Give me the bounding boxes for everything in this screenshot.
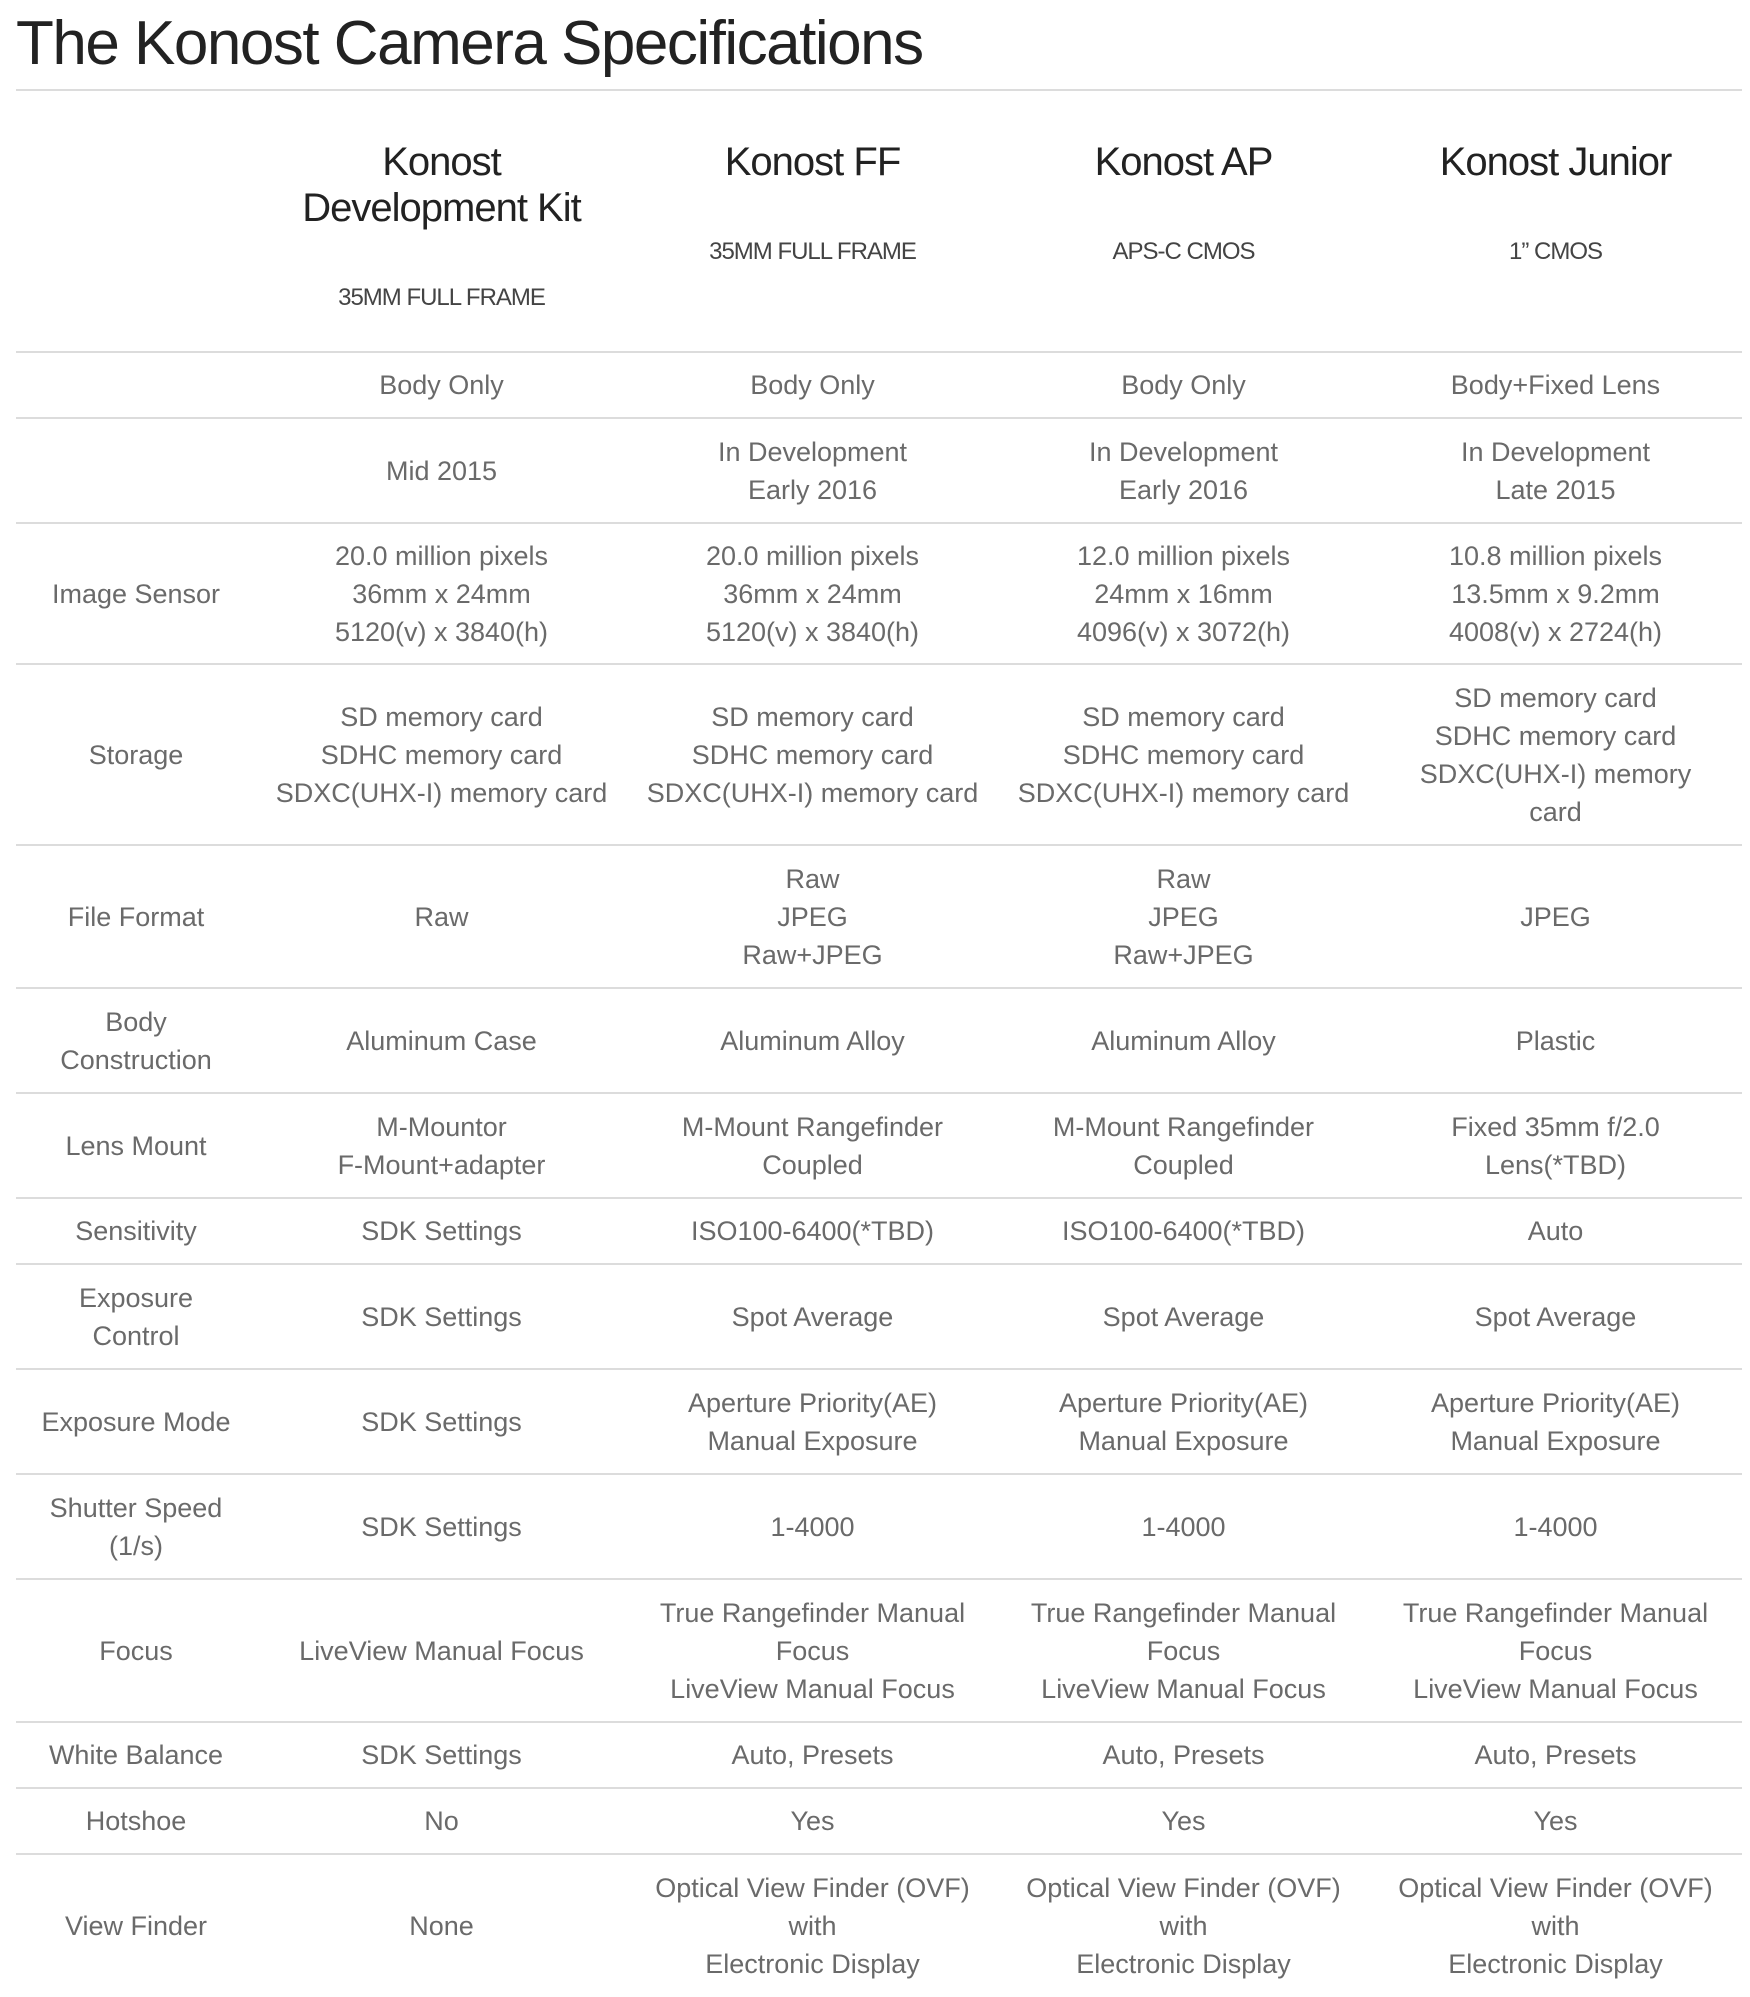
spec-value: SD memory card SDHC memory card SDXC(UHX-I) memory card bbox=[627, 664, 998, 845]
spec-label: Hotshoe bbox=[16, 1788, 256, 1854]
spec-value: In Development Late 2015 bbox=[1369, 418, 1742, 523]
spec-value: ISO100-6400(*TBD) bbox=[998, 1198, 1369, 1264]
spec-label: Exposure Mode bbox=[16, 1369, 256, 1474]
spec-value: Plastic bbox=[1369, 988, 1742, 1093]
spec-value: Optical View Finder (OVF) with Electronic Display bbox=[655, 1873, 970, 1979]
spec-row-file-format bbox=[16, 845, 1742, 988]
spec-value: Raw bbox=[256, 845, 627, 988]
spec-row-hotshoe bbox=[16, 1788, 1742, 1854]
spec-value: Raw JPEG Raw+JPEG bbox=[998, 845, 1369, 988]
spec-value: SDK Settings bbox=[256, 1198, 627, 1264]
spec-label bbox=[16, 352, 256, 418]
spec-value: True Rangefinder Manual Focus LiveView Manual Focus bbox=[998, 1579, 1369, 1722]
spec-value: Spot Average bbox=[1369, 1264, 1742, 1369]
spec-value: Aluminum Case bbox=[256, 988, 627, 1093]
product-sensor-type: 1” CMOS bbox=[1508, 238, 1602, 265]
spec-value: In Development Early 2016 bbox=[998, 418, 1369, 523]
spec-row-sensitivity bbox=[16, 1198, 1742, 1264]
spec-value: Auto bbox=[1369, 1198, 1742, 1264]
spec-value: M-Mount Rangefinder Coupled bbox=[627, 1093, 998, 1198]
spec-value: Optical View Finder (OVF) with Electronic Display bbox=[1398, 1873, 1713, 1979]
spec-label: File Format bbox=[16, 845, 256, 988]
spec-value: SD memory card SDHC memory card SDXC(UHX-I) memory card bbox=[998, 664, 1369, 845]
product-header-devkit bbox=[256, 91, 627, 352]
product-sensor-type: 35MM FULL FRAME bbox=[709, 238, 916, 265]
spec-row-image-sensor bbox=[16, 523, 1742, 664]
spec-value: SD memory card SDHC memory card SDXC(UHX-I) memory card bbox=[1369, 664, 1742, 845]
product-name: Konost AP bbox=[1094, 140, 1273, 184]
product-name: Konost FF bbox=[724, 140, 901, 184]
spec-value: JPEG bbox=[1369, 845, 1742, 988]
spec-value: Auto, Presets bbox=[1369, 1722, 1742, 1788]
spec-row-lens-mount bbox=[16, 1093, 1742, 1198]
spec-value: Raw JPEG Raw+JPEG bbox=[627, 845, 998, 988]
spec-value: None bbox=[409, 1911, 474, 1941]
spec-value: Body Only bbox=[998, 352, 1369, 418]
product-header-row bbox=[16, 91, 1742, 352]
product-header-ff bbox=[627, 91, 998, 352]
product-sensor-type: 35MM FULL FRAME bbox=[338, 284, 545, 311]
spec-value: Fixed 35mm f/2.0 Lens(*TBD) bbox=[1369, 1093, 1742, 1198]
spec-value: M-Mountor F-Mount+adapter bbox=[256, 1093, 627, 1198]
spec-value: 12.0 million pixels 24mm x 16mm 4096(v) x 3072(h) bbox=[998, 523, 1369, 664]
spec-value: Aperture Priority(AE) Manual Exposure bbox=[1369, 1369, 1742, 1474]
spec-label: Focus bbox=[16, 1579, 256, 1722]
spec-value: Yes bbox=[1369, 1788, 1742, 1854]
spec-value: 20.0 million pixels 36mm x 24mm 5120(v) x 3840(h) bbox=[256, 523, 627, 664]
spec-label: Body Construction bbox=[16, 988, 256, 1093]
spec-value: Mid 2015 bbox=[256, 418, 627, 523]
spec-label: Storage bbox=[16, 664, 256, 845]
product-name: Konost Development Kit bbox=[302, 140, 581, 230]
spec-row-exposure-mode bbox=[16, 1369, 1742, 1474]
spec-value: True Rangefinder Manual Focus LiveView Manual Focus bbox=[1369, 1579, 1742, 1722]
spec-row-shutter-speed bbox=[16, 1474, 1742, 1579]
spec-value: Body Only bbox=[256, 352, 627, 418]
product-name: Konost Junior bbox=[1439, 140, 1672, 184]
spec-label: View Finder bbox=[64, 1911, 208, 1941]
header-label-cell bbox=[16, 91, 256, 352]
product-sensor-type: APS-C CMOS bbox=[1112, 238, 1255, 265]
spec-value: Aluminum Alloy bbox=[998, 988, 1369, 1093]
spec-label: Lens Mount bbox=[16, 1093, 256, 1198]
spec-row-package bbox=[16, 352, 1742, 418]
spec-label: Exposure Control bbox=[16, 1264, 256, 1369]
spec-value: 1-4000 bbox=[627, 1474, 998, 1579]
spec-value: Yes bbox=[627, 1788, 998, 1854]
spec-value: 20.0 million pixels 36mm x 24mm 5120(v) x 3840(h) bbox=[627, 523, 998, 664]
product-header-ap bbox=[998, 91, 1369, 352]
page-title: The Konost Camera Specifications bbox=[16, 9, 923, 78]
spec-value: Spot Average bbox=[627, 1264, 998, 1369]
spec-value: Body Only bbox=[627, 352, 998, 418]
spec-value: Yes bbox=[998, 1788, 1369, 1854]
product-header-junior bbox=[1369, 91, 1742, 352]
spec-value: 10.8 million pixels 13.5mm x 9.2mm 4008(v) x 2724(h) bbox=[1369, 523, 1742, 664]
spec-value: Aperture Priority(AE) Manual Exposure bbox=[998, 1369, 1369, 1474]
spec-value: Body+Fixed Lens bbox=[1369, 352, 1742, 418]
spec-label: Image Sensor bbox=[16, 523, 256, 664]
spec-value: Auto, Presets bbox=[627, 1722, 998, 1788]
spec-value: LiveView Manual Focus bbox=[256, 1579, 627, 1722]
spec-value: In Development Early 2016 bbox=[627, 418, 998, 523]
spec-value: Aluminum Alloy bbox=[627, 988, 998, 1093]
spec-row-white-balance bbox=[16, 1722, 1742, 1788]
spec-row-storage bbox=[16, 664, 1742, 845]
spec-value: SDK Settings bbox=[256, 1264, 627, 1369]
spec-value: True Rangefinder Manual Focus LiveView Manual Focus bbox=[627, 1579, 998, 1722]
spec-table bbox=[16, 91, 1742, 1997]
spec-value: 1-4000 bbox=[1369, 1474, 1742, 1579]
spec-value: M-Mount Rangefinder Coupled bbox=[998, 1093, 1369, 1198]
spec-row-body-construction bbox=[16, 988, 1742, 1093]
spec-row-view-finder bbox=[16, 1854, 1742, 1997]
spec-value: No bbox=[256, 1788, 627, 1854]
spec-row-exposure-control bbox=[16, 1264, 1742, 1369]
spec-value: Spot Average bbox=[998, 1264, 1369, 1369]
spec-label bbox=[16, 418, 256, 523]
spec-value: ISO100-6400(*TBD) bbox=[627, 1198, 998, 1264]
spec-value: SDK Settings bbox=[256, 1369, 627, 1474]
spec-label: Shutter Speed (1/s) bbox=[16, 1474, 256, 1579]
spec-row-focus bbox=[16, 1579, 1742, 1722]
spec-label: White Balance bbox=[16, 1722, 256, 1788]
spec-value: Auto, Presets bbox=[998, 1722, 1369, 1788]
spec-value: Optical View Finder (OVF) with Electronic Display bbox=[1026, 1873, 1341, 1979]
spec-label: Sensitivity bbox=[16, 1198, 256, 1264]
spec-value: Aperture Priority(AE) Manual Exposure bbox=[627, 1369, 998, 1474]
spec-value: SDK Settings bbox=[256, 1722, 627, 1788]
spec-row-availability bbox=[16, 418, 1742, 523]
spec-value: 1-4000 bbox=[998, 1474, 1369, 1579]
spec-value: SD memory card SDHC memory card SDXC(UHX-I) memory card bbox=[256, 664, 627, 845]
spec-value: SDK Settings bbox=[256, 1474, 627, 1579]
